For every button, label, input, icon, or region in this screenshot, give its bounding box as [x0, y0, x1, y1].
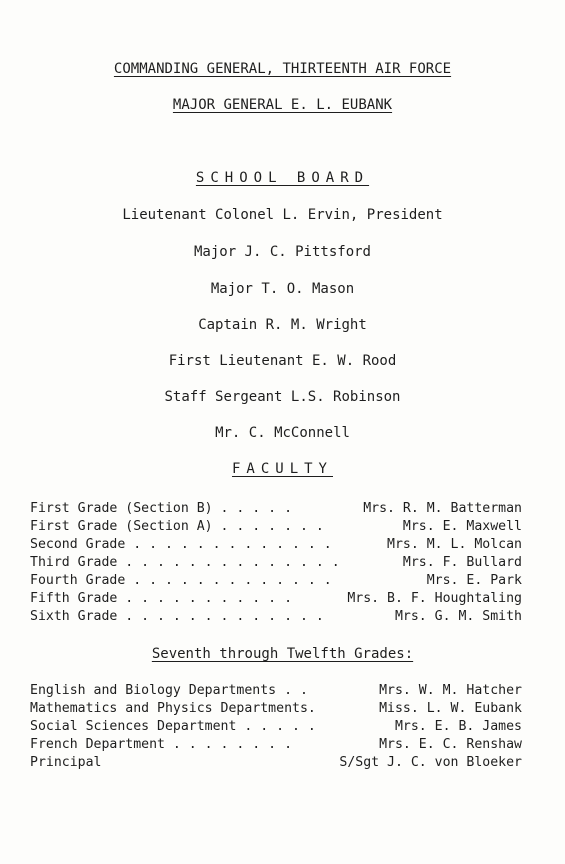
- department-row: [30, 737, 522, 753]
- grade-label: First Grade (Section A) . . . . . . .: [30, 519, 324, 534]
- teacher-name: Mrs. E. Park: [426, 573, 522, 588]
- school-board-member: Captain R. M. Wright: [198, 317, 367, 333]
- header-commanding-general: COMMANDING GENERAL, THIRTEENTH AIR FORCE: [113, 61, 452, 77]
- grade-label: Fourth Grade . . . . . . . . . . . . .: [30, 573, 332, 588]
- faculty-row: [30, 609, 522, 625]
- faculty-row: [30, 591, 522, 607]
- department-row: [30, 719, 522, 735]
- school-board-member: Staff Sergeant L.S. Robinson: [164, 389, 401, 405]
- faculty-row: [30, 573, 522, 589]
- teacher-name: Mrs. R. M. Batterman: [363, 501, 522, 516]
- teacher-name: Mrs. B. F. Houghtaling: [347, 591, 522, 606]
- department-label: Principal: [30, 755, 102, 770]
- department-row: [30, 683, 522, 699]
- teacher-name: Mrs. E. B. James: [394, 719, 522, 734]
- faculty-row: [30, 501, 522, 517]
- department-label: English and Biology Departments . .: [30, 683, 308, 698]
- teacher-name: Mrs. M. L. Molcan: [387, 537, 522, 552]
- school-board-member: Major T. O. Mason: [210, 281, 355, 297]
- grade-label: Sixth Grade . . . . . . . . . . . . .: [30, 609, 324, 624]
- school-board-member: Major J. C. Pittsford: [193, 244, 371, 260]
- teacher-name: Mrs. W. M. Hatcher: [379, 683, 522, 698]
- school-board-member: First Lieutenant E. W. Rood: [168, 353, 397, 369]
- department-label: French Department . . . . . . . .: [30, 737, 293, 752]
- department-label: Social Sciences Department . . . . .: [30, 719, 316, 734]
- teacher-name: Mrs. G. M. Smith: [394, 609, 522, 624]
- grade-label: Second Grade . . . . . . . . . . . . .: [30, 537, 332, 552]
- teacher-name: Miss. L. W. Eubank: [379, 701, 522, 716]
- teacher-name: Mrs. E. C. Renshaw: [379, 737, 522, 752]
- teacher-name: S/Sgt J. C. von Bloeker: [339, 755, 522, 770]
- faculty-row: [30, 555, 522, 571]
- faculty-row: [30, 537, 522, 553]
- teacher-name: Mrs. E. Maxwell: [402, 519, 522, 534]
- teacher-name: Mrs. F. Bullard: [402, 555, 522, 570]
- school-board-heading: SCHOOL BOARD: [195, 170, 370, 186]
- faculty-heading: FACULTY: [231, 461, 333, 477]
- grade-label: Third Grade . . . . . . . . . . . . . .: [30, 555, 340, 570]
- school-board-member: Lieutenant Colonel L. Ervin, President: [122, 207, 443, 223]
- upper-grades-heading: Seventh through Twelfth Grades:: [151, 646, 414, 662]
- department-row: [30, 755, 522, 771]
- faculty-row: [30, 519, 522, 535]
- department-row: [30, 701, 522, 717]
- header-major-general: MAJOR GENERAL E. L. EUBANK: [172, 97, 393, 113]
- grade-label: Fifth Grade . . . . . . . . . . .: [30, 591, 293, 606]
- department-label: Mathematics and Physics Departments.: [30, 701, 316, 716]
- school-board-member: Mr. C. McConnell: [215, 425, 350, 441]
- grade-label: First Grade (Section B) . . . . .: [30, 501, 293, 516]
